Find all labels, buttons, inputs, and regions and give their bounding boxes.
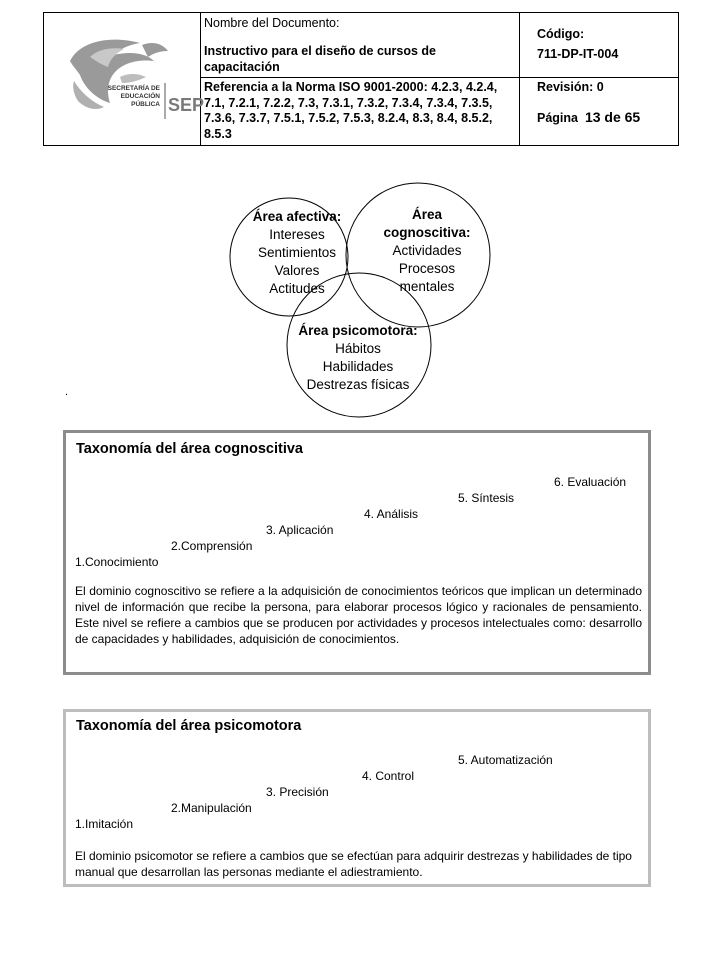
box-paragraph: El dominio cognoscitivo se refiere a la adquisición de conocimientos teóricos que implican un determinado nivel de información que recibe la persona, para elaborar procesos lógico y racionales de pensamiento. Este nivel se refiere a cambios que se producen por actividades y procesos intelectuales como: desarrollo de capacidades y habilidades, adquisición de conocimientos. [75,584,642,646]
taxonomy-level: 5. Síntesis [458,491,515,505]
taxonomy-level: 4. Control [362,769,415,783]
box-title: Taxonomía del área cognoscitiva [76,441,303,457]
code-label: Código: [537,27,585,41]
box-paragraph: El dominio psicomotor se refiere a cambios que se efectúan para adquirir destrezas y habilidades de tipo manual que desarrollan las personas mediante el adiestramiento. [75,849,632,879]
taxonomy-level: 1.Imitación [75,817,134,831]
header-divider [200,77,519,78]
doc-name-value: Instructivo para el diseño de cursos de capacitación [204,44,437,74]
page-value: 13 de 65 [584,109,641,125]
logo-line3: PÚBLICA [131,101,160,108]
afectiva-item: Valores [274,263,320,278]
cognoscitiva-item: Procesos [398,261,456,276]
psicomotora-item: Habilidades [322,359,394,374]
taxonomy-level: 5. Automatización [458,753,553,767]
label-afectiva [232,208,362,298]
taxonomy-level: 3. Aplicación [266,523,334,537]
taxonomy-level: 3. Precisión [266,785,329,799]
psicomotora-title: Área psicomotora: [298,323,418,338]
taxonomy-level: 4. Análisis [364,507,419,521]
page-number [537,110,640,127]
afectiva-item: Sentimientos [257,245,337,260]
sep-logo [50,21,205,137]
logo-line1: SECRETARÍA DE [107,85,160,92]
label-cognoscitiva [362,206,492,296]
box-title: Taxonomía del área psicomotora [76,718,302,734]
taxonomy-level: 2.Manipulación [171,801,252,815]
page-label: Página [537,111,578,125]
header-divider [519,13,520,145]
label-psicomotora [288,322,428,394]
header-divider [519,77,679,78]
revision: Revisión: 0 [537,80,604,94]
header-divider [200,13,201,145]
logo-line2: EDUCACIÓN [120,93,160,100]
taxonomy-level: 1.Conocimiento [75,555,159,569]
doc-name-label: Nombre del Documento: [204,16,340,30]
cognoscitiva-title: Área [411,207,443,222]
logo-acronym: SEP [168,95,205,115]
stray-mark: . [65,386,69,398]
psicomotora-item: Destrezas físicas [306,377,410,392]
taxonomy-level: 2.Comprensión [171,539,253,553]
cognoscitiva-item: Actividades [392,243,462,258]
afectiva-item: Intereses [269,227,325,242]
document-header [43,12,679,146]
code-value: 711-DP-IT-004 [537,47,619,61]
psicomotora-taxonomy-box [63,709,651,887]
iso-reference: Referencia a la Norma ISO 9001-2000: 4.2.3, 4.2.4, 7.1, 7.2.1, 7.2.2, 7.3, 7.3.1, 7.3.2, 7.3.4, 7.3.4, 7.3.5, 7.3.6, 7.3.7, 7.5.1, 7.5.2, 7.5.3, 8.2.4, 8.3, 8.4, 8.5.2, 8.5.3 [204,80,498,141]
psicomotora-item: Hábitos [335,341,381,356]
taxonomy-level: 6. Evaluación [554,475,627,489]
cognoscitiva-title: cognoscitiva: [383,225,471,240]
cognoscitiva-taxonomy-box [63,430,651,675]
afectiva-item: Actitudes [269,281,325,296]
cognoscitiva-item: mentales [399,279,455,294]
afectiva-title: Área afectiva: [252,209,342,224]
